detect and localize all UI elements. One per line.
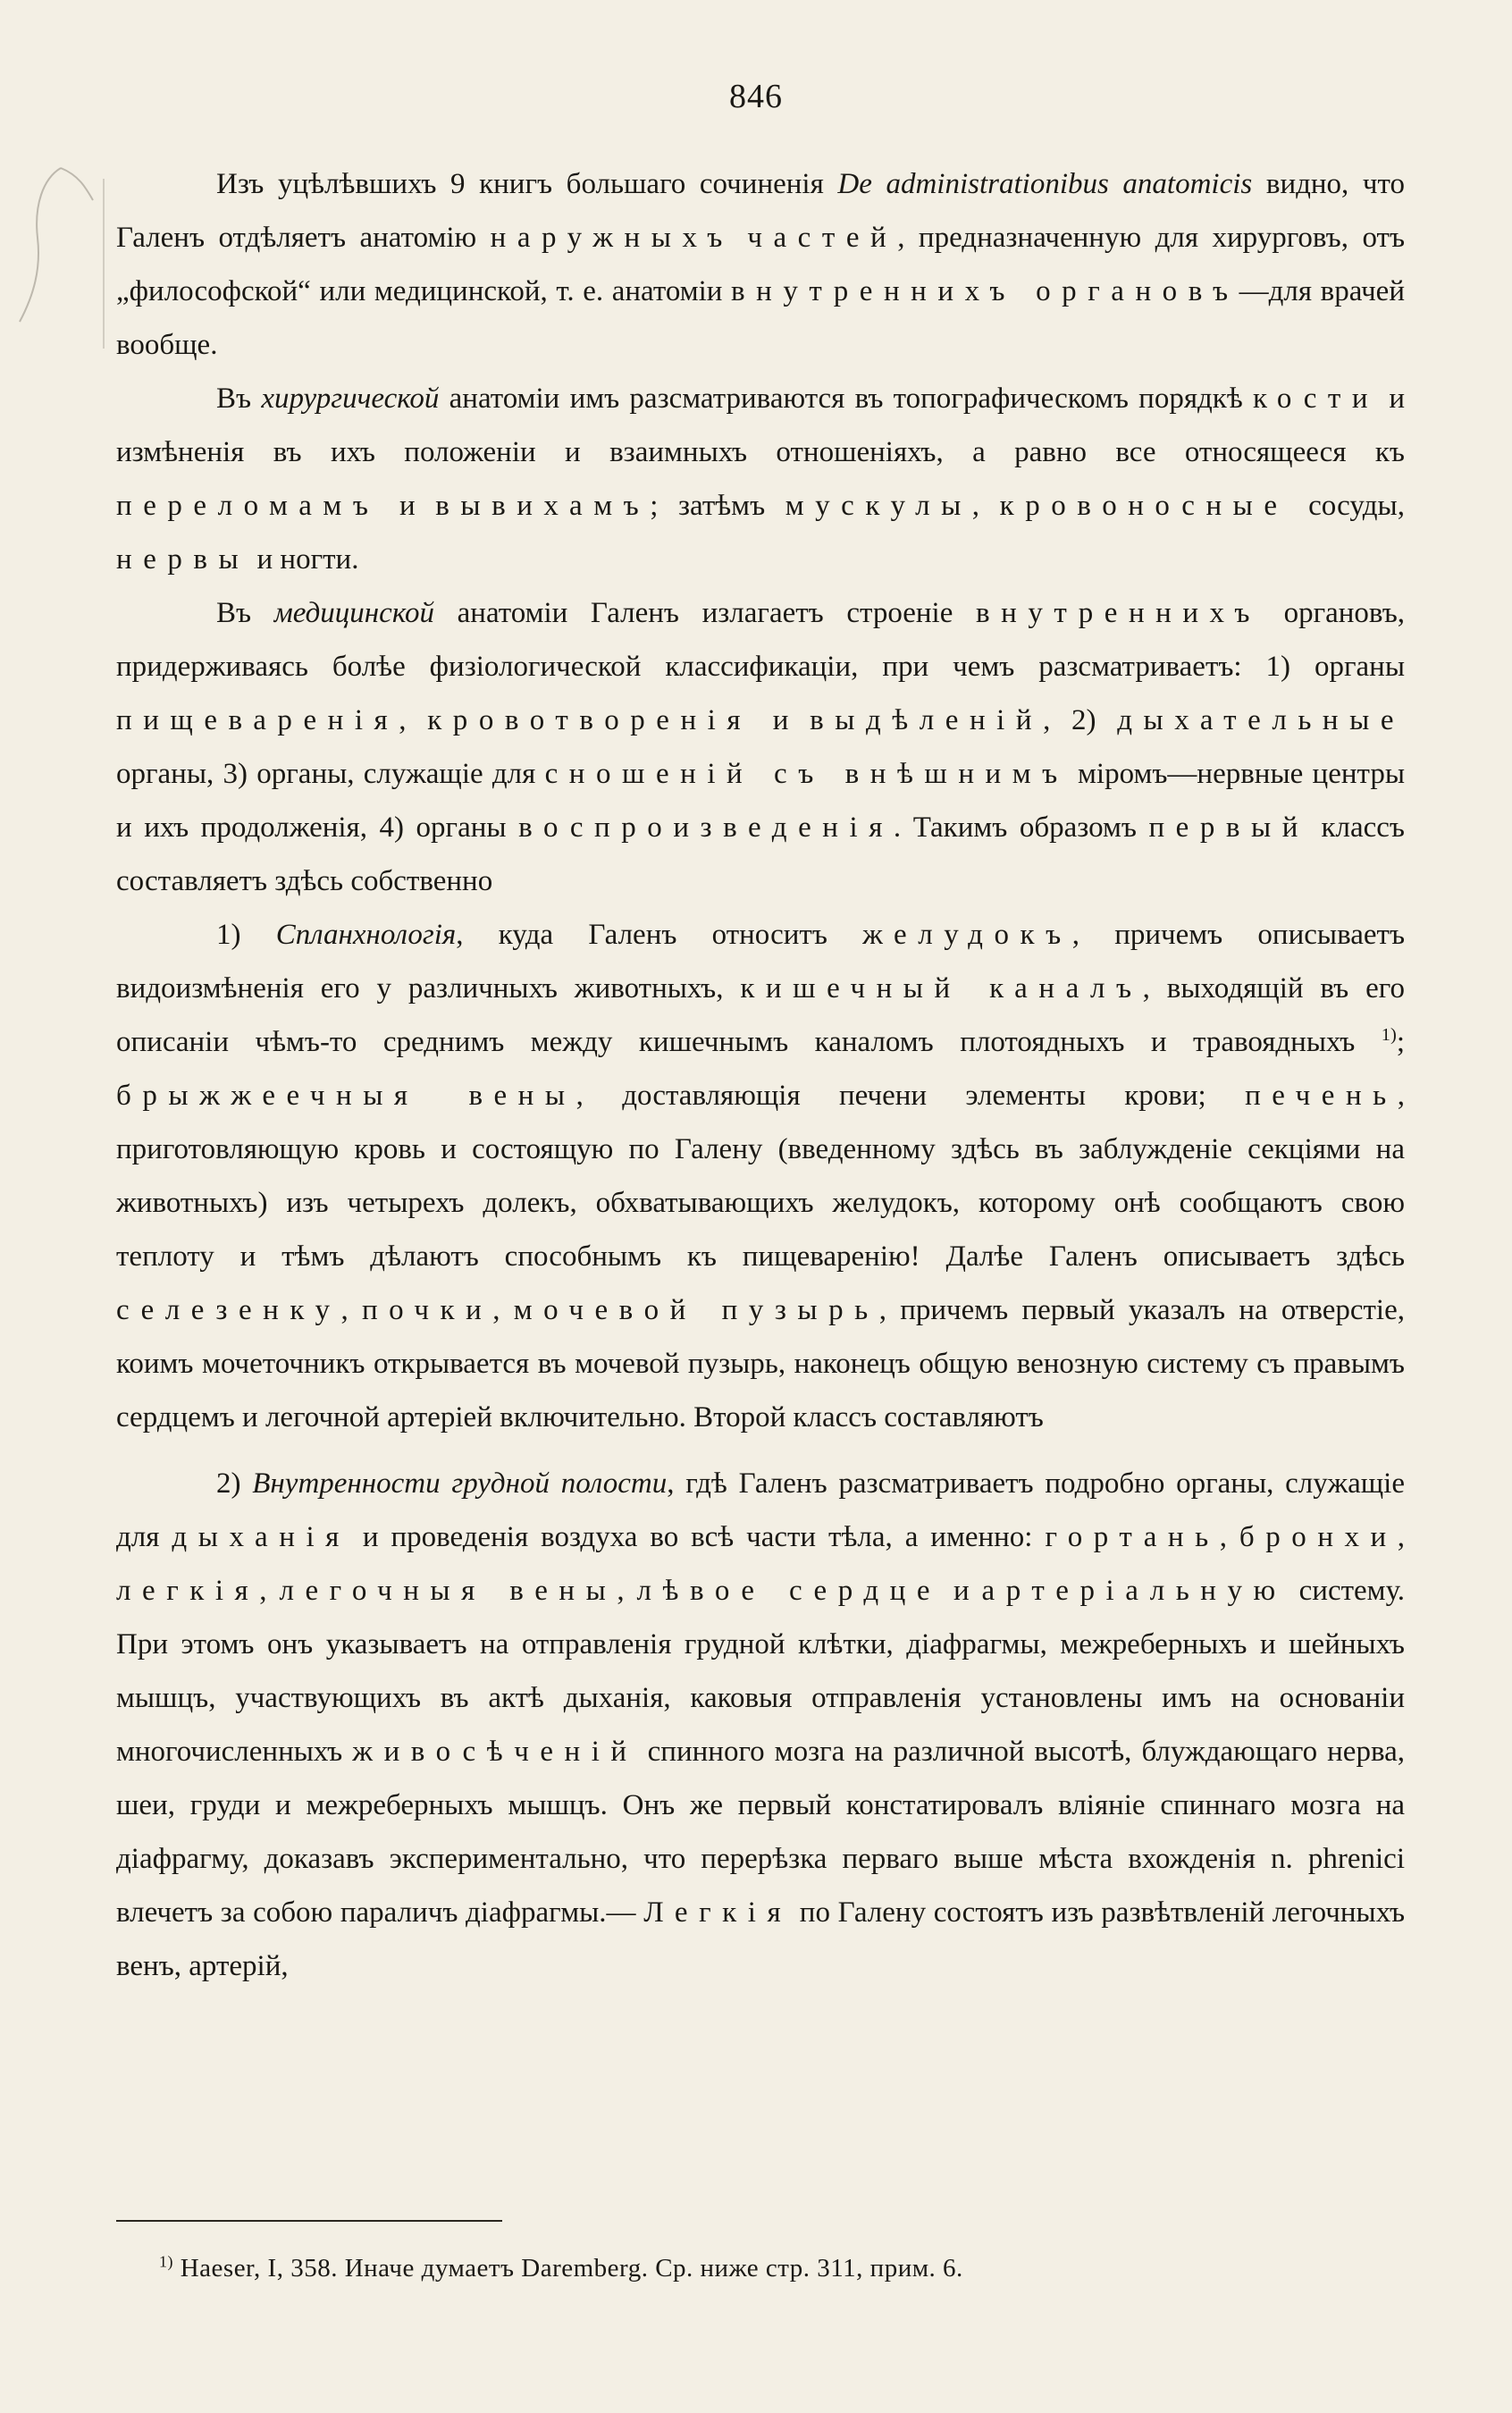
paragraph [116, 1457, 1405, 1993]
italic-text: медицинской [273, 597, 434, 629]
text-run: спинного мозга на различной высотѣ, блуждающаго нерва, шеи, груди и межреберныхъ мышцъ. Онъ же первый констатировалъ вліяніе спиннаго мозга на діафрагму, доказавъ экспериментально, что перерѣзка перваго выше мѣста вхожденія n. phrenici влечетъ за собою параличъ діафрагмы.— [116, 1736, 1405, 1929]
spaced-text: нервы [116, 543, 250, 576]
spaced-text: Легкія [643, 1896, 793, 1929]
spaced-text: пищеваренія [116, 704, 399, 736]
text-run: , куда Галенъ относитъ [456, 919, 863, 951]
text-run: міромъ—нервные центры и ихъ продолженія, 4) органы [116, 758, 1406, 844]
text-run: систему. При этомъ онъ указываетъ на отправленія грудной клѣтки, діафрагмы, межреберныхъ и шейныхъ мышцъ, участвующихъ въ актѣ дыханія, каковыя отправленія установлены имъ на основаніи многочисленныхъ [116, 1575, 1406, 1768]
text-run: , [492, 1294, 514, 1326]
text-run: и [752, 704, 811, 736]
spaced-text: живосѣченій [352, 1736, 638, 1768]
text-run: органовъ, придерживаясь болѣе физіологической классификаціи, при чемъ разсматриваетъ: 1) органы [116, 597, 1406, 683]
text-run: , [1397, 1521, 1406, 1553]
spaced-text: легкія [116, 1575, 260, 1607]
spaced-text: переломамъ [116, 490, 380, 522]
paragraph [116, 157, 1405, 372]
footnote [159, 2249, 1405, 2288]
text-run: Въ [216, 597, 274, 629]
text-run: Въ [216, 383, 262, 415]
spaced-text: кровоносные [999, 490, 1289, 522]
text-run: видно, что Галенъ отдѣляетъ анатомію [116, 168, 1405, 254]
text-run: , выходящій въ его описаніи чѣмъ-то среднимъ между кишечнымъ каналомъ плотоядныхъ и травоядныхъ [116, 972, 1405, 1058]
spaced-text: брыжжеечныя вены [116, 1080, 576, 1112]
text-run: , [971, 490, 1000, 522]
spaced-text: легочныя вены [279, 1575, 617, 1607]
spaced-text: селезенку [116, 1294, 341, 1326]
spaced-text: печень [1245, 1080, 1398, 1112]
pencil-margin-mark [7, 152, 105, 366]
paragraph [116, 908, 1405, 1444]
spaced-text: желудокъ [862, 919, 1072, 951]
text-run: , [617, 1575, 637, 1607]
paragraph [116, 372, 1405, 586]
text-run: органы, 3) органы, служащіе для [116, 758, 545, 790]
footnote-ref: 1) [1381, 1025, 1397, 1045]
text-run: , [340, 1294, 362, 1326]
spaced-text: наружныхъ [490, 222, 734, 254]
footnote-marker: 1) [159, 2252, 173, 2271]
text-run: анатоміи Галенъ излагаетъ строеніе [434, 597, 976, 629]
italic-text: хирургической [261, 383, 440, 415]
text-run: и проведенія воздуха во всѣ части тѣла, а именно: [349, 1521, 1046, 1553]
italic-text: Спланхнологія [275, 919, 457, 951]
spaced-text: внутреннихъ [976, 597, 1261, 629]
text-run [734, 222, 747, 254]
spaced-text: вывихамъ [435, 490, 651, 522]
text-run: и измѣненія въ ихъ положеніи и взаимныхъ отношеніяхъ, а равно все относящееся къ [116, 383, 1405, 468]
spaced-text: внутреннихъ органовъ [731, 275, 1239, 307]
main-text [116, 157, 1405, 1993]
text-run: и [379, 490, 436, 522]
text-run: , доставляющія печени элементы крови; [575, 1080, 1246, 1112]
text-run: анатоміи имъ разсматриваются въ топографическомъ порядкѣ [439, 383, 1253, 415]
spaced-text: выдѣленій [810, 704, 1044, 736]
text-run: Изъ уцѣлѣвшихъ 9 книгъ большаго сочиненія [216, 168, 838, 200]
text-run: , приготовляющую кровь и состоящую по Галену (введенному здѣсь въ заблужденіе секціями на животныхъ) изъ четырехъ долекъ, обхватывающихъ желудокъ, которому онѣ сообщаютъ свою теплоту и тѣмъ дѣлаютъ способнымъ къ пищеваренію! Далѣе Галенъ описываетъ здѣсь [116, 1080, 1405, 1273]
text-run: —для врачей вообще. [116, 275, 1405, 361]
text-run: . Такимъ образомъ [893, 811, 1149, 844]
italic-text: Внутренности грудной полости [252, 1467, 668, 1500]
text-run: , причемъ первый указалъ на отверстіе, коимъ мочеточникъ открывается въ мочевой пузырь, наконецъ общую венозную систему съ правымъ сердцемъ и легочной артеріей включительно. Второй классъ составляютъ [116, 1294, 1406, 1434]
spaced-text: кишечный каналъ [740, 972, 1143, 1005]
text-run: 1) [216, 919, 276, 951]
text-run: классъ составляетъ здѣсь собственно [116, 811, 1405, 897]
text-run: , [399, 704, 428, 736]
text-run: и ногти. [249, 543, 359, 576]
text-run: , [259, 1575, 280, 1607]
text-run: сосуды, [1288, 490, 1405, 522]
text-run: ; [1396, 1026, 1405, 1058]
text-run: ; затѣмъ [650, 490, 785, 522]
spaced-text: сношеній съ внѣшнимъ [544, 758, 1069, 790]
spaced-text: дыханія [172, 1521, 350, 1553]
spaced-text: дыхательные [1117, 704, 1406, 736]
italic-text: De administrationibus anatomicis [837, 168, 1253, 200]
spaced-text: почки [361, 1294, 493, 1326]
text-run: , причемъ описываетъ видоизмѣненія его у различныхъ животныхъ, [116, 919, 1406, 1005]
text-run: , [1219, 1521, 1239, 1553]
spaced-text: артеріальную [981, 1575, 1287, 1607]
spaced-text: гортань [1045, 1521, 1220, 1553]
footnote-text: Haeser, I, 358. Иначе думаетъ Daremberg. Ср. ниже стр. 311, прим. 6. [172, 2254, 963, 2283]
footnote-divider [116, 2220, 502, 2222]
text-run: 2) [216, 1467, 253, 1500]
spaced-text: кровотворенія [427, 704, 752, 736]
spaced-text: воспроизведенія [518, 811, 894, 844]
spaced-text: частей [747, 222, 898, 254]
spaced-text: мускулы [785, 490, 972, 522]
text-run: , гдѣ Галенъ разсматриваетъ подробно органы, служащіе для [116, 1467, 1405, 1553]
spaced-text: первый [1148, 811, 1309, 844]
page-number: 846 [729, 78, 783, 115]
text-run: и [941, 1575, 982, 1607]
spaced-text: мочевой пузырь [513, 1294, 879, 1326]
spaced-text: кости [1252, 383, 1380, 415]
paragraph [116, 586, 1405, 908]
spaced-text: бронхи [1239, 1521, 1398, 1553]
spaced-text: лѣвое сердце [636, 1575, 942, 1607]
text-run: , предназначенную для хирурговъ, отъ „философской“ или медицинской, т. е. анатоміи [116, 222, 1406, 307]
text-run: , 2) [1043, 704, 1118, 736]
text-run: по Галену состоятъ изъ развѣтвленій легочныхъ венъ, артерій, [116, 1896, 1406, 1982]
